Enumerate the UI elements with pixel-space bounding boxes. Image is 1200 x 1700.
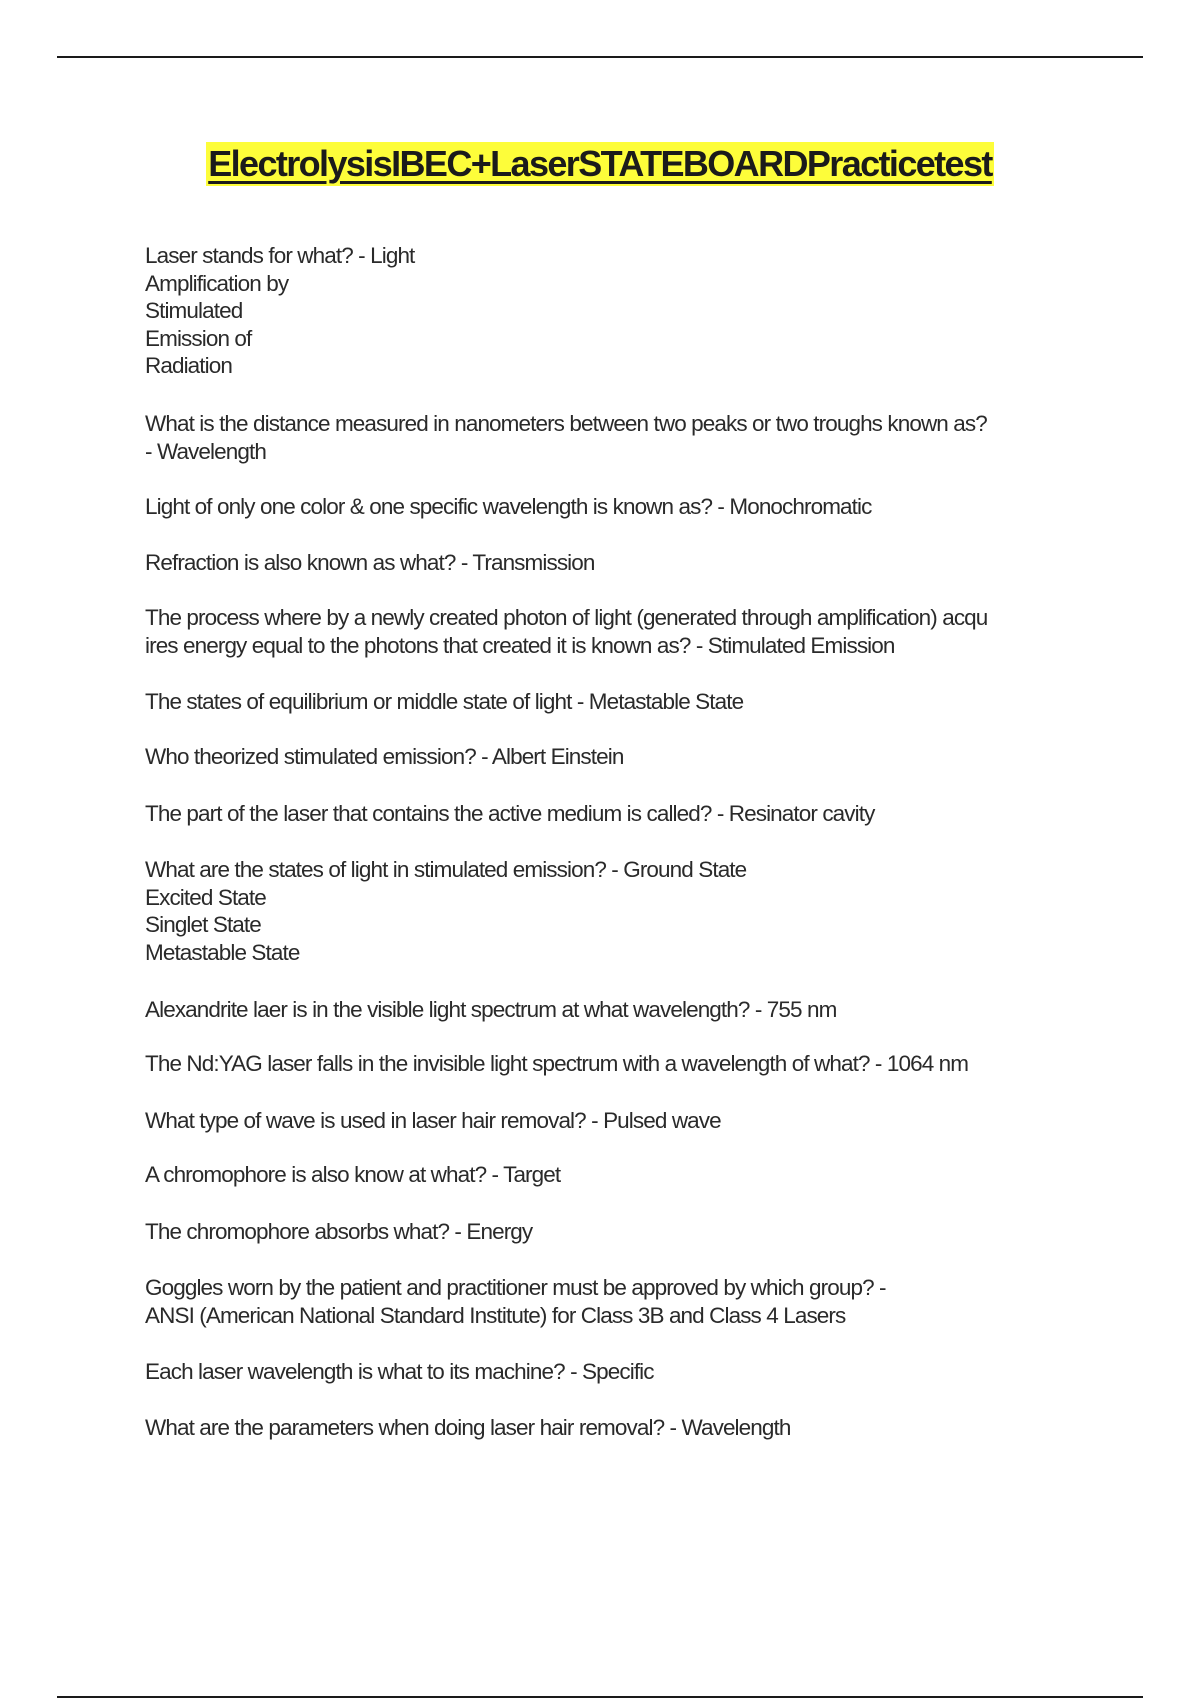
qa-item: The part of the laser that contains the active medium is called? - Resinator cavity bbox=[145, 801, 875, 826]
bottom-rule bbox=[57, 1696, 1143, 1698]
qa-item: The Nd:YAG laser falls in the invisible light spectrum with a wavelength of what? - 1064 nm bbox=[145, 1051, 969, 1076]
qa-item: Refraction is also known as what? - Transmission bbox=[145, 550, 595, 575]
title-container bbox=[0, 142, 1200, 186]
qa-item: The process where by a newly created photon of light (generated through amplification) acqu ires energy equal to the photons that created it is known as? - Stimulated Emission bbox=[145, 605, 988, 658]
qa-item: What are the states of light in stimulated emission? - Ground State Excited State Singlet State Metastable State bbox=[145, 857, 747, 965]
top-rule bbox=[57, 56, 1143, 58]
qa-item: Laser stands for what? - Light Amplification by Stimulated Emission of Radiation bbox=[145, 243, 415, 378]
qa-item: The chromophore absorbs what? - Energy bbox=[145, 1219, 533, 1244]
qa-item: What is the distance measured in nanometers between two peaks or two troughs known as? - Wavelength bbox=[145, 411, 987, 464]
qa-item: The states of equilibrium or middle state of light - Metastable State bbox=[145, 689, 744, 714]
document-title: ElectrolysisIBEC+LaserSTATEBOARDPracticetest bbox=[208, 143, 992, 184]
qa-item: Alexandrite laer is in the visible light spectrum at what wavelength? - 755 nm bbox=[145, 997, 837, 1022]
qa-item: Goggles worn by the patient and practitioner must be approved by which group? - ANSI (American National Standard Institute) for Class 3B and Class 4 Lasers bbox=[145, 1275, 886, 1328]
qa-item: What are the parameters when doing laser hair removal? - Wavelength bbox=[145, 1415, 791, 1440]
qa-item: Who theorized stimulated emission? - Albert Einstein bbox=[145, 744, 624, 769]
qa-item: Light of only one color & one specific wavelength is known as? - Monochromatic bbox=[145, 494, 872, 519]
qa-item: Each laser wavelength is what to its machine? - Specific bbox=[145, 1359, 654, 1384]
qa-item: What type of wave is used in laser hair removal? - Pulsed wave bbox=[145, 1108, 721, 1133]
qa-item: A chromophore is also know at what? - Target bbox=[145, 1162, 561, 1187]
